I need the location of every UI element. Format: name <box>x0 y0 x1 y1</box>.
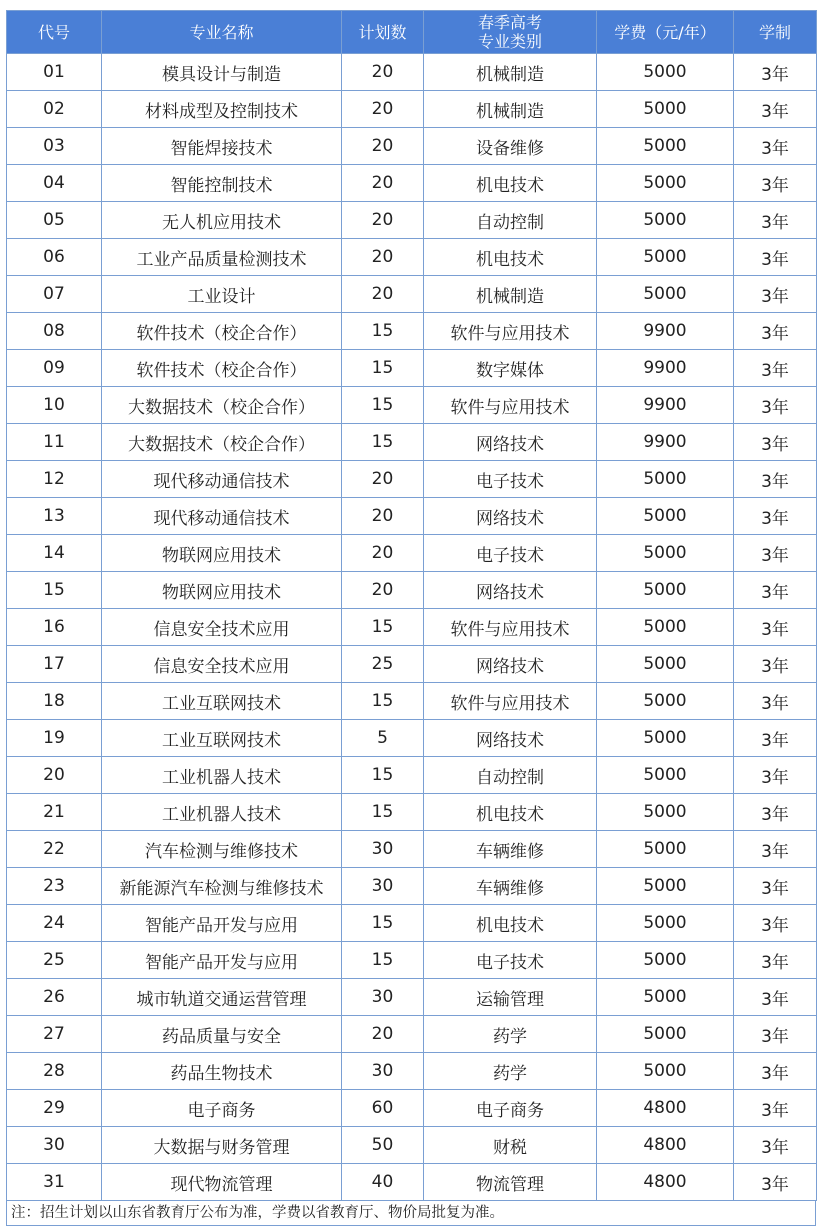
cell-duration: 3年 <box>734 609 817 646</box>
cell-category: 机电技术 <box>424 794 597 831</box>
table-row <box>7 239 817 276</box>
cell-name: 新能源汽车检测与维修技术 <box>102 868 342 905</box>
table-row <box>7 942 817 979</box>
cell-name: 物联网应用技术 <box>102 572 342 609</box>
cell-name: 现代移动通信技术 <box>102 461 342 498</box>
cell-category: 药学 <box>424 1016 597 1053</box>
cell-name: 信息安全技术应用 <box>102 609 342 646</box>
cell-fee: 5000 <box>597 646 734 683</box>
cell-plan: 20 <box>342 276 424 313</box>
cell-fee: 5000 <box>597 91 734 128</box>
cell-name: 大数据与财务管理 <box>102 1127 342 1164</box>
cell-duration: 3年 <box>734 831 817 868</box>
cell-code: 29 <box>7 1090 102 1127</box>
cell-fee: 9900 <box>597 387 734 424</box>
cell-duration: 3年 <box>734 165 817 202</box>
table-row <box>7 165 817 202</box>
cell-fee: 5000 <box>597 868 734 905</box>
cell-fee: 5000 <box>597 239 734 276</box>
cell-category: 数字媒体 <box>424 350 597 387</box>
cell-category: 电子商务 <box>424 1090 597 1127</box>
cell-name: 城市轨道交通运营管理 <box>102 979 342 1016</box>
cell-plan: 15 <box>342 794 424 831</box>
cell-code: 06 <box>7 239 102 276</box>
cell-duration: 3年 <box>734 239 817 276</box>
table-row <box>7 1053 817 1090</box>
cell-plan: 20 <box>342 535 424 572</box>
header-plan: 计划数 <box>342 11 424 54</box>
table-row <box>7 424 817 461</box>
cell-code: 14 <box>7 535 102 572</box>
header-category-line1: 春季高考 <box>477 13 542 32</box>
cell-category: 自动控制 <box>424 202 597 239</box>
cell-category: 运输管理 <box>424 979 597 1016</box>
cell-name: 智能产品开发与应用 <box>102 942 342 979</box>
cell-plan: 15 <box>342 683 424 720</box>
cell-duration: 3年 <box>734 683 817 720</box>
cell-code: 22 <box>7 831 102 868</box>
cell-code: 17 <box>7 646 102 683</box>
header-code: 代号 <box>7 11 102 54</box>
cell-name: 药品生物技术 <box>102 1053 342 1090</box>
cell-name: 电子商务 <box>102 1090 342 1127</box>
cell-plan: 15 <box>342 424 424 461</box>
cell-fee: 5000 <box>597 165 734 202</box>
cell-code: 13 <box>7 498 102 535</box>
table-body <box>7 54 817 1201</box>
cell-category: 设备维修 <box>424 128 597 165</box>
cell-plan: 20 <box>342 461 424 498</box>
cell-code: 12 <box>7 461 102 498</box>
cell-fee: 5000 <box>597 757 734 794</box>
cell-fee: 9900 <box>597 424 734 461</box>
cell-plan: 50 <box>342 1127 424 1164</box>
table-row <box>7 905 817 942</box>
cell-plan: 30 <box>342 868 424 905</box>
cell-plan: 20 <box>342 165 424 202</box>
cell-duration: 3年 <box>734 1016 817 1053</box>
footnote: 注：招生计划以山东省教育厅公布为准，学费以省教育厅、物价局批复为准。 <box>6 1201 816 1226</box>
table-row <box>7 1164 817 1201</box>
cell-duration: 3年 <box>734 202 817 239</box>
cell-fee: 9900 <box>597 313 734 350</box>
cell-name: 智能控制技术 <box>102 165 342 202</box>
table-row <box>7 868 817 905</box>
cell-fee: 5000 <box>597 535 734 572</box>
cell-fee: 5000 <box>597 720 734 757</box>
table-row <box>7 535 817 572</box>
cell-code: 31 <box>7 1164 102 1201</box>
table-row <box>7 276 817 313</box>
cell-code: 09 <box>7 350 102 387</box>
cell-category: 机电技术 <box>424 165 597 202</box>
cell-duration: 3年 <box>734 942 817 979</box>
cell-duration: 3年 <box>734 572 817 609</box>
cell-name: 物联网应用技术 <box>102 535 342 572</box>
cell-duration: 3年 <box>734 498 817 535</box>
cell-fee: 4800 <box>597 1090 734 1127</box>
cell-duration: 3年 <box>734 868 817 905</box>
cell-duration: 3年 <box>734 276 817 313</box>
cell-code: 05 <box>7 202 102 239</box>
cell-fee: 5000 <box>597 202 734 239</box>
cell-category: 软件与应用技术 <box>424 683 597 720</box>
cell-name: 大数据技术（校企合作） <box>102 387 342 424</box>
cell-code: 04 <box>7 165 102 202</box>
cell-name: 信息安全技术应用 <box>102 646 342 683</box>
cell-code: 24 <box>7 905 102 942</box>
cell-plan: 20 <box>342 498 424 535</box>
cell-plan: 20 <box>342 91 424 128</box>
cell-fee: 4800 <box>597 1127 734 1164</box>
cell-code: 28 <box>7 1053 102 1090</box>
cell-duration: 3年 <box>734 91 817 128</box>
cell-category: 机械制造 <box>424 54 597 91</box>
enrollment-table-container <box>6 10 816 1226</box>
table-row <box>7 757 817 794</box>
enrollment-plan-table <box>6 10 817 1201</box>
cell-code: 15 <box>7 572 102 609</box>
cell-category: 电子技术 <box>424 461 597 498</box>
cell-fee: 5000 <box>597 1053 734 1090</box>
cell-category: 网络技术 <box>424 424 597 461</box>
cell-category: 电子技术 <box>424 942 597 979</box>
cell-category: 机械制造 <box>424 91 597 128</box>
cell-fee: 9900 <box>597 350 734 387</box>
cell-duration: 3年 <box>734 905 817 942</box>
cell-category: 机械制造 <box>424 276 597 313</box>
cell-code: 19 <box>7 720 102 757</box>
cell-plan: 15 <box>342 350 424 387</box>
table-row <box>7 91 817 128</box>
cell-plan: 20 <box>342 1016 424 1053</box>
table-row <box>7 498 817 535</box>
cell-code: 18 <box>7 683 102 720</box>
table-row <box>7 387 817 424</box>
cell-code: 02 <box>7 91 102 128</box>
cell-duration: 3年 <box>734 128 817 165</box>
cell-fee: 5000 <box>597 683 734 720</box>
table-row <box>7 1127 817 1164</box>
cell-code: 01 <box>7 54 102 91</box>
cell-plan: 30 <box>342 979 424 1016</box>
table-row <box>7 350 817 387</box>
cell-name: 现代移动通信技术 <box>102 498 342 535</box>
header-fee: 学费（元/年） <box>597 11 734 54</box>
cell-category: 网络技术 <box>424 646 597 683</box>
cell-duration: 3年 <box>734 1090 817 1127</box>
cell-fee: 5000 <box>597 609 734 646</box>
cell-fee: 5000 <box>597 942 734 979</box>
cell-code: 23 <box>7 868 102 905</box>
cell-plan: 20 <box>342 239 424 276</box>
cell-plan: 60 <box>342 1090 424 1127</box>
table-row <box>7 831 817 868</box>
table-row <box>7 202 817 239</box>
table-row <box>7 979 817 1016</box>
cell-plan: 30 <box>342 831 424 868</box>
cell-plan: 15 <box>342 942 424 979</box>
table-row <box>7 128 817 165</box>
cell-plan: 30 <box>342 1053 424 1090</box>
cell-category: 财税 <box>424 1127 597 1164</box>
cell-duration: 3年 <box>734 1127 817 1164</box>
cell-fee: 5000 <box>597 905 734 942</box>
table-row <box>7 1090 817 1127</box>
cell-duration: 3年 <box>734 646 817 683</box>
table-row <box>7 646 817 683</box>
cell-code: 16 <box>7 609 102 646</box>
cell-category: 车辆维修 <box>424 831 597 868</box>
cell-code: 25 <box>7 942 102 979</box>
cell-plan: 15 <box>342 905 424 942</box>
cell-name: 工业互联网技术 <box>102 720 342 757</box>
cell-category: 机电技术 <box>424 239 597 276</box>
cell-duration: 3年 <box>734 424 817 461</box>
table-row <box>7 1016 817 1053</box>
cell-name: 材料成型及控制技术 <box>102 91 342 128</box>
cell-fee: 5000 <box>597 794 734 831</box>
cell-plan: 20 <box>342 202 424 239</box>
cell-name: 软件技术（校企合作） <box>102 313 342 350</box>
cell-name: 智能产品开发与应用 <box>102 905 342 942</box>
cell-code: 08 <box>7 313 102 350</box>
cell-fee: 5000 <box>597 831 734 868</box>
cell-fee: 5000 <box>597 461 734 498</box>
cell-category: 车辆维修 <box>424 868 597 905</box>
cell-duration: 3年 <box>734 461 817 498</box>
cell-duration: 3年 <box>734 794 817 831</box>
cell-fee: 5000 <box>597 128 734 165</box>
table-row <box>7 461 817 498</box>
cell-category: 电子技术 <box>424 535 597 572</box>
cell-fee: 5000 <box>597 1016 734 1053</box>
cell-category: 软件与应用技术 <box>424 609 597 646</box>
cell-plan: 15 <box>342 609 424 646</box>
cell-plan: 15 <box>342 757 424 794</box>
cell-code: 27 <box>7 1016 102 1053</box>
table-row <box>7 683 817 720</box>
cell-code: 03 <box>7 128 102 165</box>
cell-fee: 5000 <box>597 276 734 313</box>
cell-plan: 20 <box>342 128 424 165</box>
cell-duration: 3年 <box>734 1053 817 1090</box>
cell-category: 网络技术 <box>424 498 597 535</box>
cell-category: 药学 <box>424 1053 597 1090</box>
cell-duration: 3年 <box>734 313 817 350</box>
cell-name: 工业互联网技术 <box>102 683 342 720</box>
cell-duration: 3年 <box>734 54 817 91</box>
cell-code: 21 <box>7 794 102 831</box>
cell-fee: 5000 <box>597 572 734 609</box>
cell-plan: 20 <box>342 572 424 609</box>
cell-category: 网络技术 <box>424 720 597 757</box>
cell-plan: 15 <box>342 313 424 350</box>
cell-category: 软件与应用技术 <box>424 313 597 350</box>
header-name: 专业名称 <box>102 11 342 54</box>
cell-name: 智能焊接技术 <box>102 128 342 165</box>
cell-fee: 5000 <box>597 54 734 91</box>
cell-plan: 5 <box>342 720 424 757</box>
cell-fee: 5000 <box>597 498 734 535</box>
table-row <box>7 720 817 757</box>
cell-name: 汽车检测与维修技术 <box>102 831 342 868</box>
table-row <box>7 572 817 609</box>
table-row <box>7 794 817 831</box>
table-row <box>7 54 817 91</box>
header-duration: 学制 <box>734 11 817 54</box>
cell-duration: 3年 <box>734 720 817 757</box>
cell-name: 工业机器人技术 <box>102 757 342 794</box>
cell-plan: 25 <box>342 646 424 683</box>
cell-plan: 15 <box>342 387 424 424</box>
cell-code: 20 <box>7 757 102 794</box>
cell-name: 模具设计与制造 <box>102 54 342 91</box>
cell-code: 11 <box>7 424 102 461</box>
cell-name: 工业产品质量检测技术 <box>102 239 342 276</box>
cell-category: 自动控制 <box>424 757 597 794</box>
cell-fee: 4800 <box>597 1164 734 1201</box>
cell-name: 工业设计 <box>102 276 342 313</box>
table-row <box>7 609 817 646</box>
cell-name: 无人机应用技术 <box>102 202 342 239</box>
cell-category: 网络技术 <box>424 572 597 609</box>
cell-name: 现代物流管理 <box>102 1164 342 1201</box>
cell-name: 软件技术（校企合作） <box>102 350 342 387</box>
table-header-row <box>7 11 817 54</box>
cell-name: 大数据技术（校企合作） <box>102 424 342 461</box>
header-category <box>424 11 597 54</box>
cell-duration: 3年 <box>734 387 817 424</box>
header-category-line2: 专业类别 <box>477 32 542 51</box>
cell-plan: 40 <box>342 1164 424 1201</box>
cell-category: 机电技术 <box>424 905 597 942</box>
cell-category: 软件与应用技术 <box>424 387 597 424</box>
cell-duration: 3年 <box>734 535 817 572</box>
cell-fee: 5000 <box>597 979 734 1016</box>
cell-plan: 20 <box>342 54 424 91</box>
cell-name: 工业机器人技术 <box>102 794 342 831</box>
cell-duration: 3年 <box>734 979 817 1016</box>
cell-duration: 3年 <box>734 1164 817 1201</box>
cell-name: 药品质量与安全 <box>102 1016 342 1053</box>
cell-code: 30 <box>7 1127 102 1164</box>
cell-code: 07 <box>7 276 102 313</box>
cell-code: 10 <box>7 387 102 424</box>
cell-code: 26 <box>7 979 102 1016</box>
cell-duration: 3年 <box>734 757 817 794</box>
table-row <box>7 313 817 350</box>
cell-category: 物流管理 <box>424 1164 597 1201</box>
cell-duration: 3年 <box>734 350 817 387</box>
